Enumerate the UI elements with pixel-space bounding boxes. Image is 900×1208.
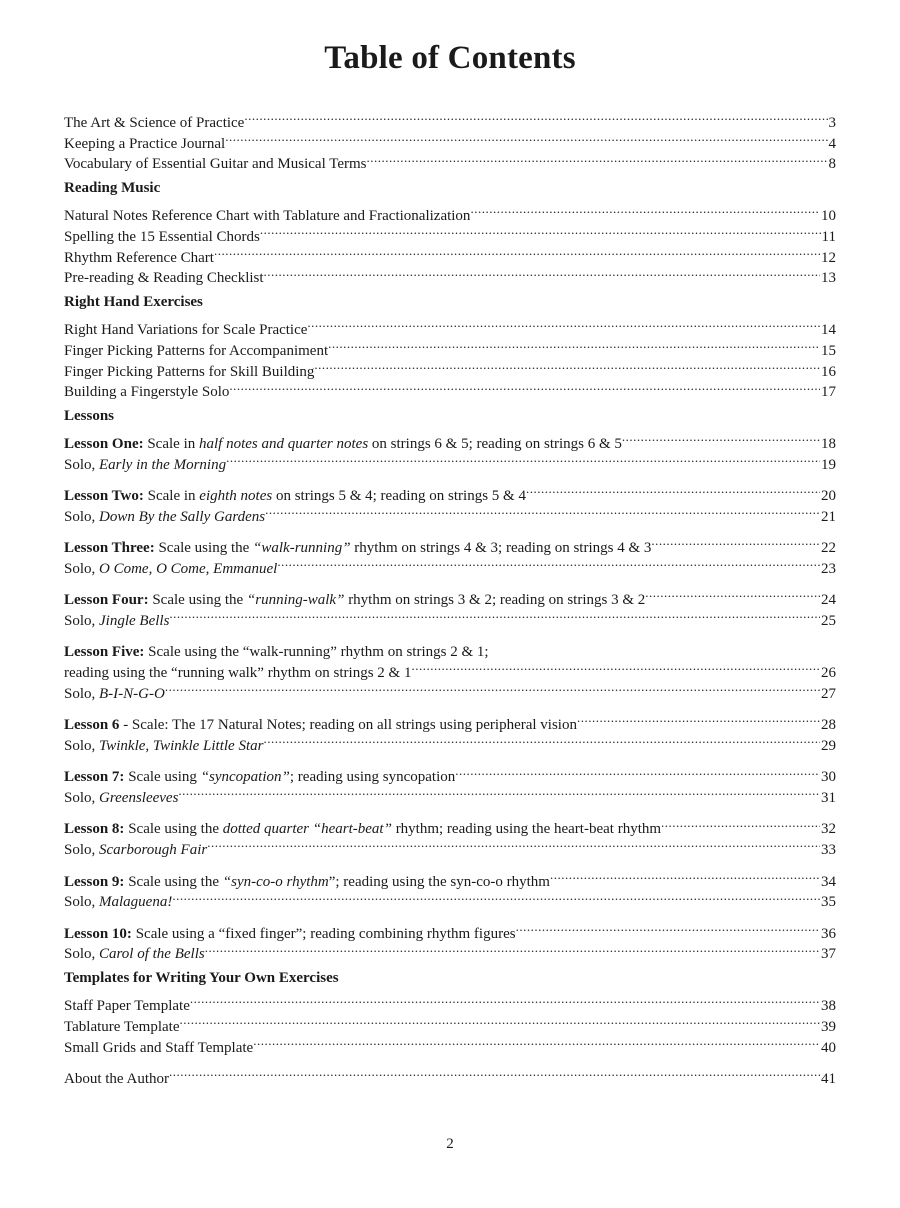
lesson-text: Scale using the <box>148 592 247 609</box>
lesson-entry <box>64 583 836 609</box>
toc-entry-page: 14 <box>821 321 836 338</box>
toc-entry-page: 28 <box>821 717 836 734</box>
dot-leader <box>470 199 820 220</box>
solo-title: Greensleeves <box>99 790 179 807</box>
dot-leader <box>260 220 821 241</box>
dot-leader <box>165 677 820 698</box>
lesson-text: Scale using a “fixed finger”; reading combining rhythm figures <box>131 925 516 942</box>
toc-entry-page: 31 <box>821 790 836 807</box>
toc-entry-page: 4 <box>828 135 836 152</box>
page-title: Table of Contents <box>324 40 576 76</box>
toc-entry-page: 33 <box>821 842 836 859</box>
toc-entry <box>64 106 836 131</box>
lesson-entry <box>64 865 836 890</box>
dot-leader <box>661 813 820 834</box>
lesson-text: rhythm; reading using the heart-beat rhythm <box>391 821 662 838</box>
lesson-text: rhythm on strings 4 & 3; reading on strings 4 & 3 <box>350 540 652 557</box>
toc-entry-label: Tablature Template <box>64 1018 180 1035</box>
dot-leader <box>225 127 827 148</box>
dot-leader <box>214 241 820 262</box>
lesson-text: ”; reading using the syn-co-o rhythm <box>328 873 550 890</box>
solo-prefix: Solo, <box>64 842 100 859</box>
toc-entry <box>64 313 836 338</box>
solo-title: Scarborough Fair <box>99 842 208 859</box>
toc-entry-label: Staff Paper Template <box>64 997 190 1014</box>
dot-leader <box>244 106 827 127</box>
toc-entry-label: Finger Picking Patterns for Skill Building <box>64 363 315 380</box>
toc-entry <box>64 199 836 224</box>
solo-prefix: Solo, <box>64 946 100 963</box>
dot-leader <box>265 500 820 521</box>
solo-title: Malaguena! <box>99 894 173 911</box>
toc-entry-page: 26 <box>821 665 836 682</box>
dot-leader <box>577 708 820 729</box>
solo-entry <box>64 886 836 911</box>
solo-prefix: Solo, <box>64 790 100 807</box>
solo-entry <box>64 677 836 702</box>
lesson-italic-text: half notes and quarter notes <box>199 435 369 452</box>
toc-entry-label: Vocabulary of Essential Guitar and Musical Terms <box>64 156 367 173</box>
lesson-entry <box>64 479 836 505</box>
dot-leader <box>178 781 820 802</box>
lesson-number: Lesson 6 <box>64 717 120 734</box>
lesson-number: Lesson 8: <box>64 821 125 838</box>
dot-leader <box>651 531 820 552</box>
solo-title: Twinkle, Twinkle Little Star <box>99 738 264 755</box>
dot-leader <box>622 427 820 448</box>
toc-entry-page: 11 <box>821 228 836 245</box>
dot-leader <box>264 262 820 283</box>
spacer <box>64 906 836 917</box>
lesson-italic-text: dotted quarter “heart-beat” <box>222 821 392 838</box>
solo-label <box>64 892 172 913</box>
dot-leader <box>229 376 820 397</box>
lesson-text: reading using the “running walk” rhythm on strings 2 & 1 <box>64 665 412 682</box>
lesson-number: Lesson 10: <box>64 925 132 942</box>
toc-entry-page: 36 <box>821 925 836 942</box>
dot-leader <box>489 636 836 657</box>
lesson-number: Lesson 9: <box>64 873 125 890</box>
dot-leader <box>277 552 820 573</box>
toc-entry-label: The Art & Science of Practice <box>64 114 245 131</box>
toc-entry-page: 40 <box>821 1039 836 1056</box>
toc-entry-page: 39 <box>821 1018 836 1035</box>
lesson-text: Scale using <box>124 769 201 786</box>
dot-leader <box>314 355 820 376</box>
lesson-text: ; reading using syncopation <box>289 769 456 786</box>
toc-entry-label: About the Author <box>64 1070 169 1087</box>
section-heading-templates: Templates for Writing Your Own Exercises <box>64 970 339 987</box>
toc-entry-page: 12 <box>821 249 836 266</box>
toc-entry-page: 10 <box>821 207 836 224</box>
lesson-entry <box>64 427 836 452</box>
dot-leader <box>169 604 820 625</box>
dot-leader <box>180 1010 821 1031</box>
lesson-number: Lesson One: <box>64 435 144 452</box>
spacer <box>64 698 836 709</box>
lesson-entry <box>64 761 836 786</box>
solo-title: Jingle Bells <box>99 613 170 630</box>
toc-entry-page: 19 <box>821 456 836 473</box>
toc-entry-page: 18 <box>821 435 836 452</box>
solo-prefix: Solo, <box>64 456 100 473</box>
dot-leader <box>550 865 820 886</box>
page-number: 2 <box>446 1136 454 1152</box>
lesson-italic-text: eighth notes <box>199 488 273 505</box>
lesson-text: Scale in <box>143 488 200 505</box>
section-heading-lessons: Lessons <box>64 408 115 425</box>
lesson-italic-text: “walk-running” <box>253 540 351 557</box>
lesson-italic-text: “syncopation” <box>200 769 290 786</box>
solo-label <box>64 559 277 580</box>
dot-leader <box>172 886 820 907</box>
toc-entry-page: 8 <box>828 156 836 173</box>
toc-entry-label: Natural Notes Reference Chart with Tablature and Fractionalization <box>64 207 471 224</box>
lesson-text: on strings 6 & 5; reading on strings 6 & 5 <box>368 435 622 452</box>
lesson-text: Scale using the <box>154 540 254 557</box>
lesson-entry <box>64 813 836 838</box>
solo-prefix: Solo, <box>64 613 100 630</box>
solo-title: B-I-N-G-O <box>99 685 165 702</box>
lesson-number: Lesson Five: <box>64 644 145 661</box>
toc-entry-page: 23 <box>821 560 836 577</box>
lesson-entry <box>64 708 836 734</box>
toc-entry-page: 20 <box>821 488 836 505</box>
table-of-contents <box>64 106 836 1087</box>
toc-entry-label: Rhythm Reference Chart <box>64 249 214 266</box>
toc-entry-page: 13 <box>821 270 836 287</box>
lesson-entry <box>64 917 836 942</box>
dot-leader <box>190 989 820 1010</box>
toc-entry-page: 41 <box>821 1070 836 1087</box>
solo-prefix: Solo, <box>64 560 100 577</box>
dot-leader <box>367 148 828 169</box>
toc-entry-page: 22 <box>821 540 836 557</box>
toc-entry-page: 21 <box>821 508 836 525</box>
lesson-number: Lesson Three: <box>64 540 155 557</box>
solo-prefix: Solo, <box>64 738 100 755</box>
toc-entry <box>64 989 836 1014</box>
dot-leader <box>253 1031 820 1052</box>
solo-label <box>64 736 263 757</box>
solo-title: Down By the Sally Gardens <box>99 508 266 525</box>
toc-entry-page: 29 <box>821 738 836 755</box>
lesson-text: Scale using the <box>124 821 223 838</box>
toc-entry-page: 3 <box>828 114 836 131</box>
toc-entry-label: Building a Fingerstyle Solo <box>64 384 230 401</box>
toc-entry-page: 17 <box>821 384 836 401</box>
toc-entry-page: 32 <box>821 821 836 838</box>
dot-leader <box>526 479 820 500</box>
dot-leader <box>307 313 820 334</box>
toc-entry-page: 34 <box>821 873 836 890</box>
solo-prefix: Solo, <box>64 508 100 525</box>
lesson-italic-text: “running-walk” <box>246 592 345 609</box>
solo-label <box>64 611 169 632</box>
dot-leader <box>411 656 820 677</box>
spacer <box>64 625 836 636</box>
section-heading-right-hand: Right Hand Exercises <box>64 294 203 311</box>
solo-label <box>64 507 265 528</box>
dot-leader <box>263 729 820 750</box>
lesson-text: Scale in <box>143 435 199 452</box>
dot-leader <box>226 448 820 469</box>
lesson-number: Lesson Two: <box>64 488 144 505</box>
solo-prefix: Solo, <box>64 894 100 911</box>
lesson-number: Lesson 7: <box>64 769 125 786</box>
solo-entry <box>64 604 836 630</box>
dot-leader <box>645 583 820 604</box>
lesson-text: on strings 5 & 4; reading on strings 5 & 4 <box>272 488 526 505</box>
toc-entry-page: 15 <box>821 342 836 359</box>
solo-prefix: Solo, <box>64 685 100 702</box>
lesson-text: - Scale: The 17 Natural Notes; reading on all strings using peripheral vision <box>119 717 577 734</box>
solo-label <box>64 840 207 861</box>
toc-entry-page: 38 <box>821 997 836 1014</box>
toc-entry-label: Keeping a Practice Journal <box>64 135 226 152</box>
solo-label <box>64 455 226 476</box>
dot-leader <box>328 334 820 355</box>
toc-entry-label: Finger Picking Patterns for Accompaniment <box>64 342 329 359</box>
toc-entry-page: 16 <box>821 363 836 380</box>
toc-entry-label: Pre-reading & Reading Checklist <box>64 270 264 287</box>
lesson-text: Scale using the <box>124 873 223 890</box>
toc-entry <box>64 1010 836 1035</box>
solo-label <box>64 788 178 809</box>
solo-entry <box>64 781 836 807</box>
solo-title: O Come, O Come, Emmanuel <box>99 560 278 577</box>
spacer <box>64 802 836 813</box>
toc-entry <box>64 1062 836 1087</box>
toc-entry-page: 37 <box>821 946 836 963</box>
dot-leader <box>455 761 820 782</box>
dot-leader <box>516 917 820 938</box>
lesson-entry <box>64 531 836 557</box>
solo-title: Carol of the Bells <box>99 946 205 963</box>
lesson-italic-text: “syn-co-o rhythm <box>222 873 329 890</box>
solo-label <box>64 944 205 965</box>
dot-leader <box>207 833 820 854</box>
toc-entry-page: 35 <box>821 894 836 911</box>
lesson-text: Scale using the “walk-running” rhythm on strings 2 & 1; <box>144 644 489 661</box>
section-heading-reading-music: Reading Music <box>64 180 161 197</box>
lesson-text: rhythm on strings 3 & 2; reading on strings 3 & 2 <box>344 592 646 609</box>
dot-leader <box>205 938 820 959</box>
toc-entry-page: 27 <box>821 685 836 702</box>
toc-entry-page: 30 <box>821 769 836 786</box>
lesson-entry <box>64 636 836 661</box>
lesson-number: Lesson Four: <box>64 592 149 609</box>
toc-entry-label: Right Hand Variations for Scale Practice <box>64 321 308 338</box>
toc-entry-label: Spelling the 15 Essential Chords <box>64 228 260 245</box>
toc-entry-label: Small Grids and Staff Template <box>64 1039 254 1056</box>
solo-label <box>64 684 165 705</box>
dot-leader <box>169 1062 820 1083</box>
solo-title: Early in the Morning <box>99 456 227 473</box>
toc-entry-page: 25 <box>821 613 836 630</box>
toc-entry-page: 24 <box>821 592 836 609</box>
